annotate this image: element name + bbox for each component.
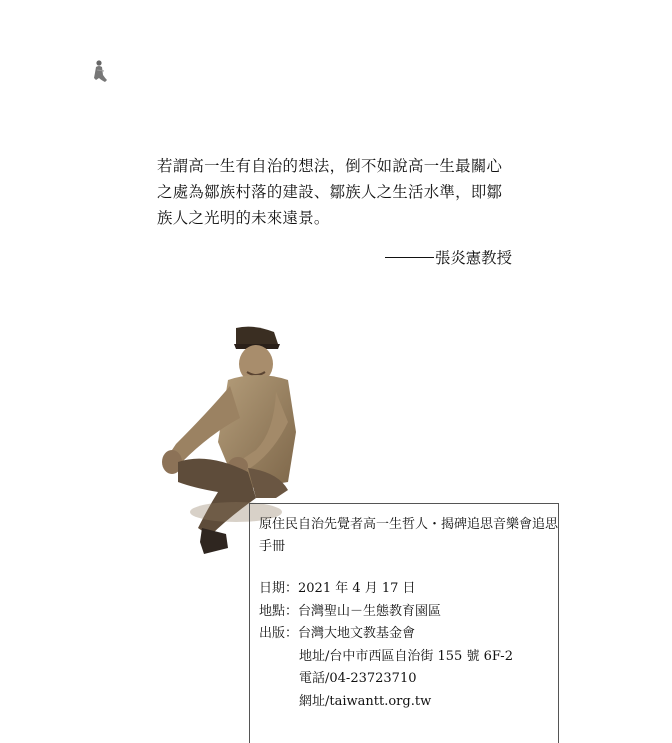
publisher-website: 網址/taiwantt.org.tw: [299, 693, 432, 709]
seated-figure-icon: [91, 58, 109, 86]
event-place: 地點：台灣聖山－生態教育園區: [259, 603, 442, 619]
quote-line: 若謂高一生有自治的想法，倒不如說高一生最關心: [157, 157, 503, 175]
colophon-box: [249, 503, 559, 743]
quote-block: [157, 153, 519, 231]
event-date: 日期：2021 年 4 月 17 日: [259, 581, 416, 596]
quote-line: 之處為鄒族村落的建設、鄒族人之生活水準，即鄒: [157, 183, 503, 201]
publisher-phone: 電話/04-23723710: [299, 671, 417, 686]
quote-attribution: [385, 246, 512, 268]
quote-line: 族人之光明的未來遠景。: [157, 209, 330, 227]
booklet-title: 原住民自治先覺者高一生哲人・揭碑追思音樂會追思手冊: [259, 517, 559, 554]
publisher-address: 地址/台中市西區自治街 155 號 6F-2: [299, 648, 513, 664]
publisher: 出版：台灣大地文教基金會: [259, 626, 416, 641]
quote-author: 張炎憲教授: [435, 249, 512, 267]
dash-rule: [385, 257, 434, 258]
